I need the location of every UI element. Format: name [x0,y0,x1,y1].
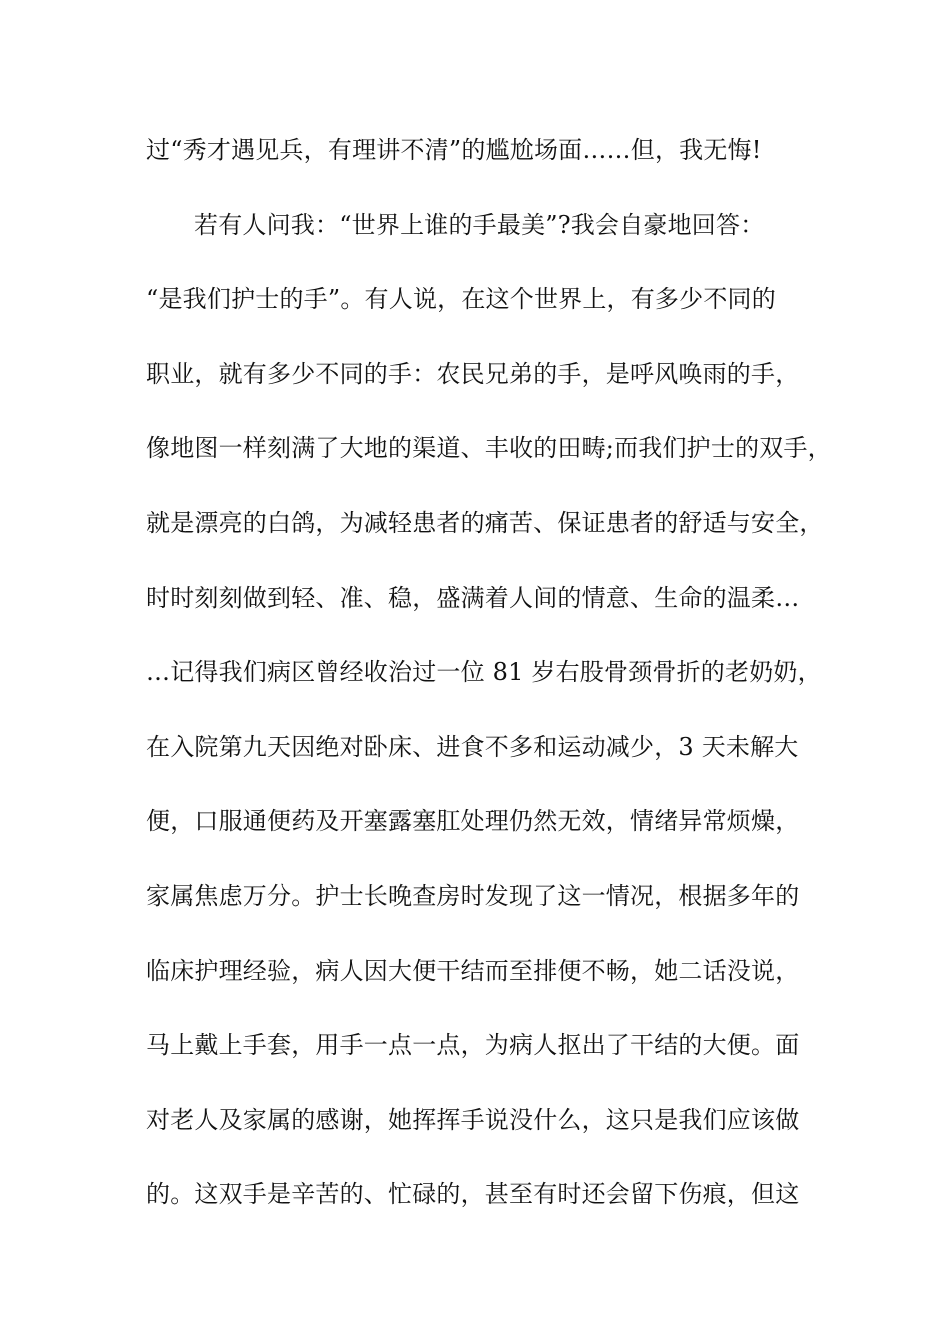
text-line: 马上戴上手套，用手一点一点，为病人抠出了干结的大便。面 [146,1031,800,1060]
text-line: 时时刻刻做到轻、准、稳，盛满着人间的情意、生命的温柔… [146,583,800,612]
text-line: 若有人问我：“世界上谁的手最美”?我会自豪地回答： [194,210,765,239]
text-line: 像地图一样刻满了大地的渠道、丰收的田畴;而我们护士的双手， [146,434,832,463]
text-line: 对老人及家属的感谢，她挥挥手说没什么，这只是我们应该做 [146,1105,800,1134]
text-line: …记得我们病区曾经收治过一位 81 岁右股骨颈骨折的老奶奶， [146,658,822,687]
text-line: 职业，就有多少不同的手：农民兄弟的手，是呼风唤雨的手， [146,359,800,388]
text-line: 临床护理经验，病人因大便干结而至排便不畅，她二话没说， [146,956,800,985]
body-text [146,132,836,1251]
text-line: 在入院第九天因绝对卧床、进食不多和运动减少，3 天未解大 [146,732,799,761]
text-line: 就是漂亮的白鸽，为减轻患者的痛苦、保证患者的舒适与安全， [146,508,824,537]
text-line: “是我们护士的手”。有人说，在这个世界上，有多少不同的 [146,285,776,314]
text-line: 便，口服通便药及开塞露塞肛处理仍然无效，情绪异常烦燥， [146,807,800,836]
text-line: 过“秀才遇见兵，有理讲不清”的尴尬场面……但，我无悔! [146,136,762,164]
text-line: 家属焦虑万分。护士长晚查房时发现了这一情况，根据多年的 [146,881,800,910]
text-line: 的。这双手是辛苦的、忙碌的，甚至有时还会留下伤痕，但这 [146,1180,800,1209]
